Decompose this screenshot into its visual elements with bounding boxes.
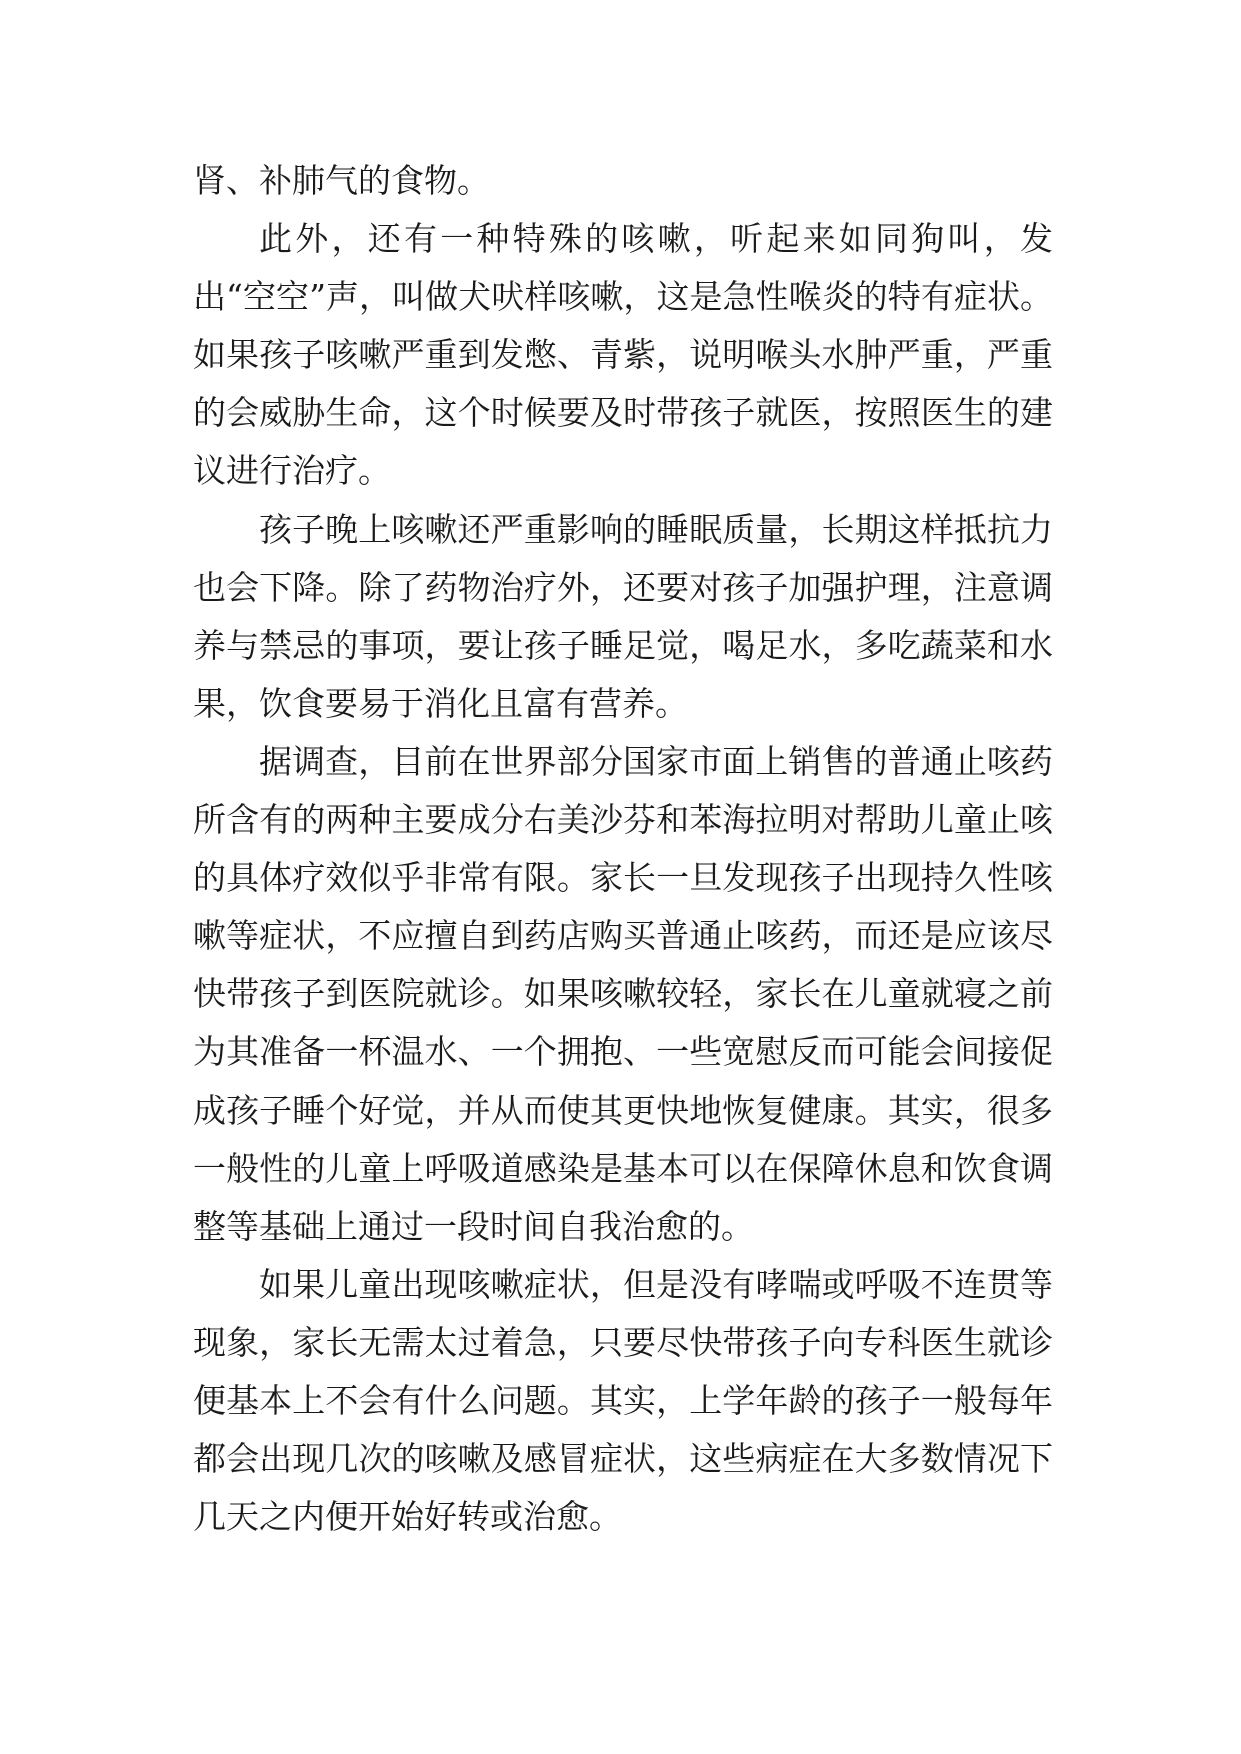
paragraph-no-need-to-worry: 如果儿童出现咳嗽症状，但是没有哮喘或呼吸不连贯等现象，家长无需太过着急，只要尽快带孩子向专科医生就诊便基本上不会有什么问题。其实，上学年龄的孩子一般每年都会出现几次的咳嗽及感冒症状，这些病症在大多数情况下几天之内便开始好转或治愈。 (193, 1264, 1053, 1537)
paragraph-cough-medicine-survey: 据调查，目前在世界部分国家市面上销售的普通止咳药所含有的两种主要成分右美沙芬和苯海拉明对帮助儿童止咳的具体疗效似乎非常有限。家长一旦发现孩子出现持久性咳嗽等症状，不应擅自到药店购买普通止咳药，而还是应该尽快带孩子到医院就诊。如果咳嗽较轻，家长在儿童就寝之前为其准备一杯温水、一个拥抱、一些宽慰反而可能会间接促成孩子睡个好觉，并从而使其更快地恢复健康。其实，很多一般性的儿童上呼吸道感染是基本可以在保障休息和饮食调整等基础上通过一段时间自我治愈的。 (193, 741, 1053, 1246)
paragraph-barking-cough: 此外，还有一种特殊的咳嗽，听起来如同狗叫，发出“空空”声，叫做犬吠样咳嗽，这是急性喉炎的特有症状。如果孩子咳嗽严重到发憋、青紫，说明喉头水肿严重，严重的会威胁生命，这个时候要及时带孩子就医，按照医生的建议进行治疗。 (193, 219, 1053, 491)
body-text (193, 152, 1053, 1546)
paragraph-continuation: 肾、补肺气的食物。 (193, 161, 490, 200)
paragraph-night-cough-care: 孩子晚上咳嗽还严重影响的睡眠质量，长期这样抵抗力也会下降。除了药物治疗外，还要对孩子加强护理，注意调养与禁忌的事项，要让孩子睡足觉，喝足水，多吃蔬菜和水果，饮食要易于消化且富有营养。 (193, 509, 1053, 723)
